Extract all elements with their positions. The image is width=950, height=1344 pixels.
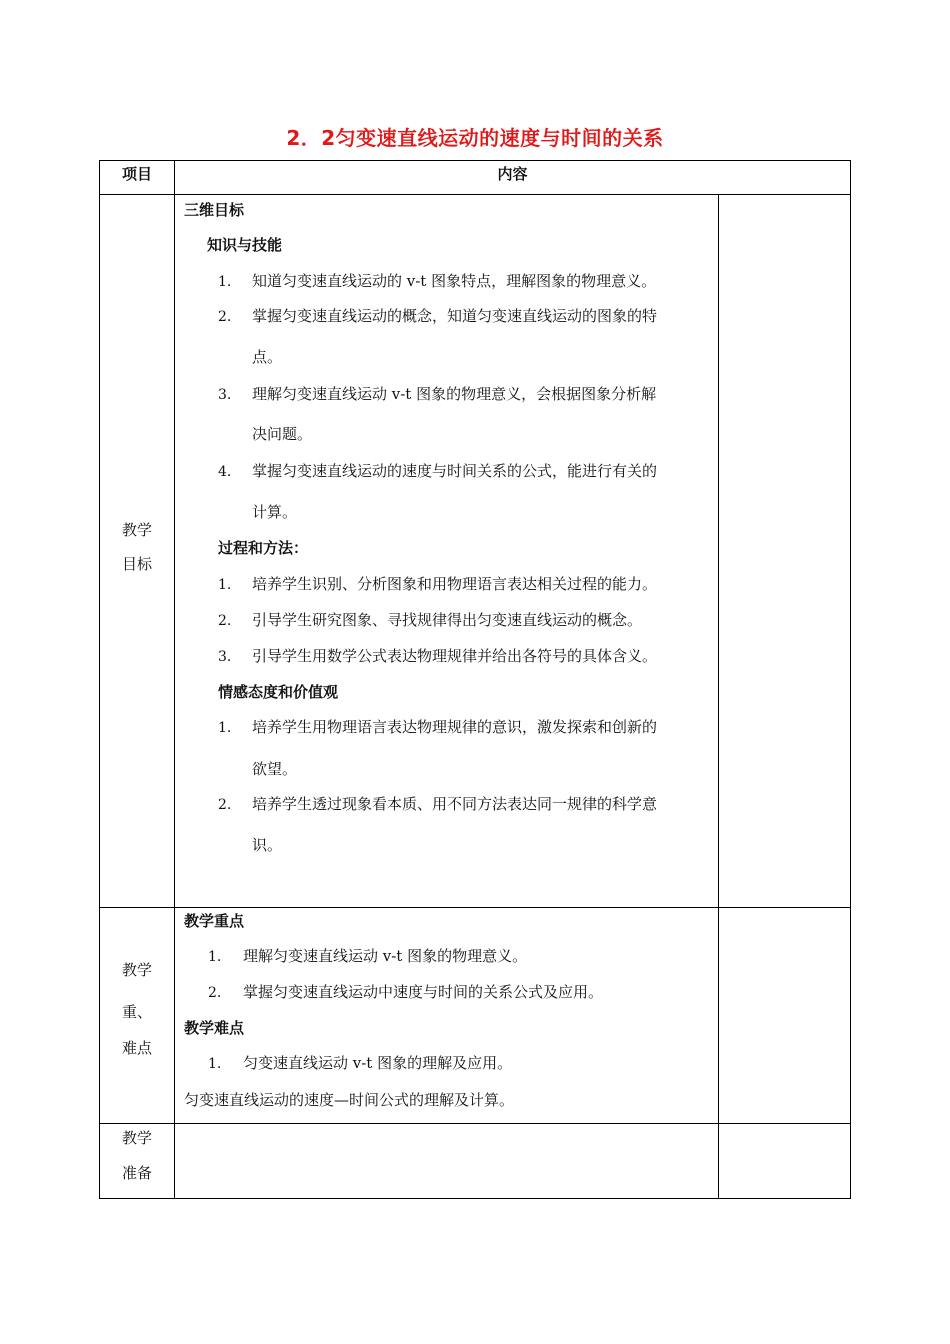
attitude-item-2-text-cont: 识。 <box>252 836 283 854</box>
row-divider-goals <box>99 907 851 908</box>
knowledge-item-1-number: 1. <box>218 274 232 290</box>
knowledge-item-1-text: 知道匀变速直线运动的 v-t 图象特点，理解图象的物理意义。 <box>252 272 657 290</box>
keypoints-label-3: 难点 <box>121 1039 152 1057</box>
table-border-bottom <box>99 1198 851 1199</box>
header-content: 内容 <box>497 165 528 183</box>
focus-item-1-text: 理解匀变速直线运动 v-t 图象的物理意义。 <box>243 947 528 965</box>
knowledge-item-4-number: 4. <box>218 464 232 480</box>
process-item-1-text: 培养学生识别、分析图象和用物理语言表达相关过程的能力。 <box>252 575 658 593</box>
attitude-item-1-number: 1. <box>218 720 232 736</box>
column-divider-label <box>174 160 175 1199</box>
knowledge-item-4-text: 掌握匀变速直线运动的速度与时间关系的公式，能进行有关的 <box>252 462 658 480</box>
focus-item-1-number: 1. <box>208 949 222 965</box>
header-divider <box>99 194 851 195</box>
knowledge-item-3-number: 3. <box>218 387 232 403</box>
process-heading: 过程和方法： <box>218 539 309 557</box>
knowledge-item-4-text-cont: 计算。 <box>252 503 298 521</box>
knowledge-item-2-text: 掌握匀变速直线运动的概念，知道匀变速直线运动的图象的特 <box>252 307 658 325</box>
column-divider-notes <box>718 194 719 1199</box>
attitude-item-1-text: 培养学生用物理语言表达物理规律的意识，激发探索和创新的 <box>252 718 658 736</box>
knowledge-item-3-text: 理解匀变速直线运动 v-t 图象的物理意义，会根据图象分析解 <box>252 385 657 403</box>
goals-label-1: 教学 <box>121 521 152 539</box>
focus-heading: 教学重点 <box>184 912 245 930</box>
header-project: 项目 <box>121 165 152 183</box>
prep-label-2: 准备 <box>121 1164 152 1182</box>
process-item-1-number: 1. <box>218 577 232 593</box>
knowledge-item-3-text-cont: 决问题。 <box>252 425 313 443</box>
keypoints-label-2: 重、 <box>121 1003 152 1021</box>
table-border-top <box>99 160 851 161</box>
process-item-2-text: 引导学生研究图象、寻找规律得出匀变速直线运动的概念。 <box>252 611 643 629</box>
knowledge-heading: 知识与技能 <box>207 236 283 254</box>
page-title: 2．2匀变速直线运动的速度与时间的关系 <box>286 126 664 150</box>
three-dimensional-goals-heading: 三维目标 <box>184 201 245 219</box>
difficulty-heading: 教学难点 <box>184 1019 245 1037</box>
table-border-right <box>850 160 851 1199</box>
focus-item-2-text: 掌握匀变速直线运动中速度与时间的关系公式及应用。 <box>243 983 604 1001</box>
difficulty-item-1-text: 匀变速直线运动 v-t 图象的理解及应用。 <box>243 1054 513 1072</box>
knowledge-item-2-text-cont: 点。 <box>252 348 283 366</box>
process-item-2-number: 2. <box>218 613 232 629</box>
difficulty-item-1-number: 1. <box>208 1056 222 1072</box>
prep-label-1: 教学 <box>121 1129 152 1147</box>
knowledge-item-2-number: 2. <box>218 309 232 325</box>
process-item-3-text: 引导学生用数学公式表达物理规律并给出各符号的具体含义。 <box>252 647 658 665</box>
focus-item-2-number: 2. <box>208 985 222 1001</box>
attitude-item-2-text: 培养学生透过现象看本质、用不同方法表达同一规律的科学意 <box>252 795 658 813</box>
keypoints-label-1: 教学 <box>121 961 152 979</box>
attitude-heading: 情感态度和价值观 <box>218 683 339 701</box>
difficulty-extra-text: 匀变速直线运动的速度—时间公式的理解及计算。 <box>184 1091 515 1109</box>
attitude-item-1-text-cont: 欲望。 <box>252 760 298 778</box>
attitude-item-2-number: 2. <box>218 797 232 813</box>
goals-label-2: 目标 <box>121 555 152 573</box>
process-item-3-number: 3. <box>218 649 232 665</box>
row-divider-keypoints <box>99 1123 851 1124</box>
